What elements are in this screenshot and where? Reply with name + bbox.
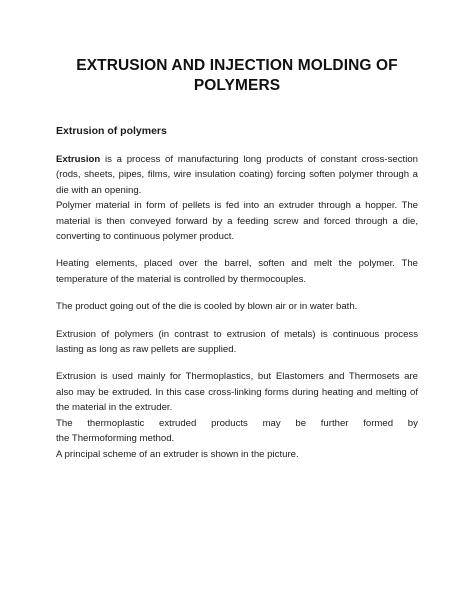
paragraph-continuous-process: Extrusion of polymers (in contrast to extrusion of metals) is continuous process lasting as long as raw pellets are supplied. — [56, 328, 418, 356]
paragraph-heating-elements: Heating elements, placed over the barrel, soften and melt the polymer. The temperature of the material is controlled by thermocouples. — [56, 258, 418, 285]
paragraph-cooling: The product going out of the die is cooled by blown air or in water bath. — [56, 301, 358, 313]
paragraph-materials: Extrusion is used mainly for Thermoplastics, but Elastomers and Thermosets are also may be extruded. In this case cross-linking forms during heating and melting of the material in the extruder. — [56, 371, 418, 414]
word: products — [211, 417, 248, 429]
paragraph-thermoforming — [56, 416, 418, 447]
paragraph-text: is a process of manufacturing long products of constant cross-section (rods, sheets, pipes, films, wire insulation coating) forcing soften polymer through a die with an opening. — [56, 154, 418, 196]
paragraph-lead-term: Extrusion — [56, 154, 101, 165]
section-heading: Extrusion of polymers — [56, 125, 167, 137]
paragraph-pellets-feeding: Polymer material in form of pellets is fed into an extruder through a hopper. The material is then conveyed forward by a feeding screw and forced through a die, converting to continuous polymer product. — [56, 200, 418, 243]
word: be — [295, 417, 307, 429]
justified-line — [56, 416, 418, 431]
word: extruded — [159, 417, 197, 429]
document-body — [56, 152, 418, 462]
paragraph-extrusion-definition — [56, 152, 418, 198]
word: may — [262, 417, 281, 429]
word: further — [320, 417, 349, 429]
word: thermoplastic — [87, 417, 145, 429]
word: by — [407, 417, 418, 429]
document-title: EXTRUSION AND INJECTION MOLDING OF POLYMERS — [76, 57, 398, 94]
word: The — [56, 417, 73, 429]
paragraph-extruder-scheme: A principal scheme of an extruder is shown in the picture. — [56, 448, 299, 460]
word: formed — [363, 417, 394, 429]
continuation-line: the Thermoforming method. — [56, 433, 175, 445]
